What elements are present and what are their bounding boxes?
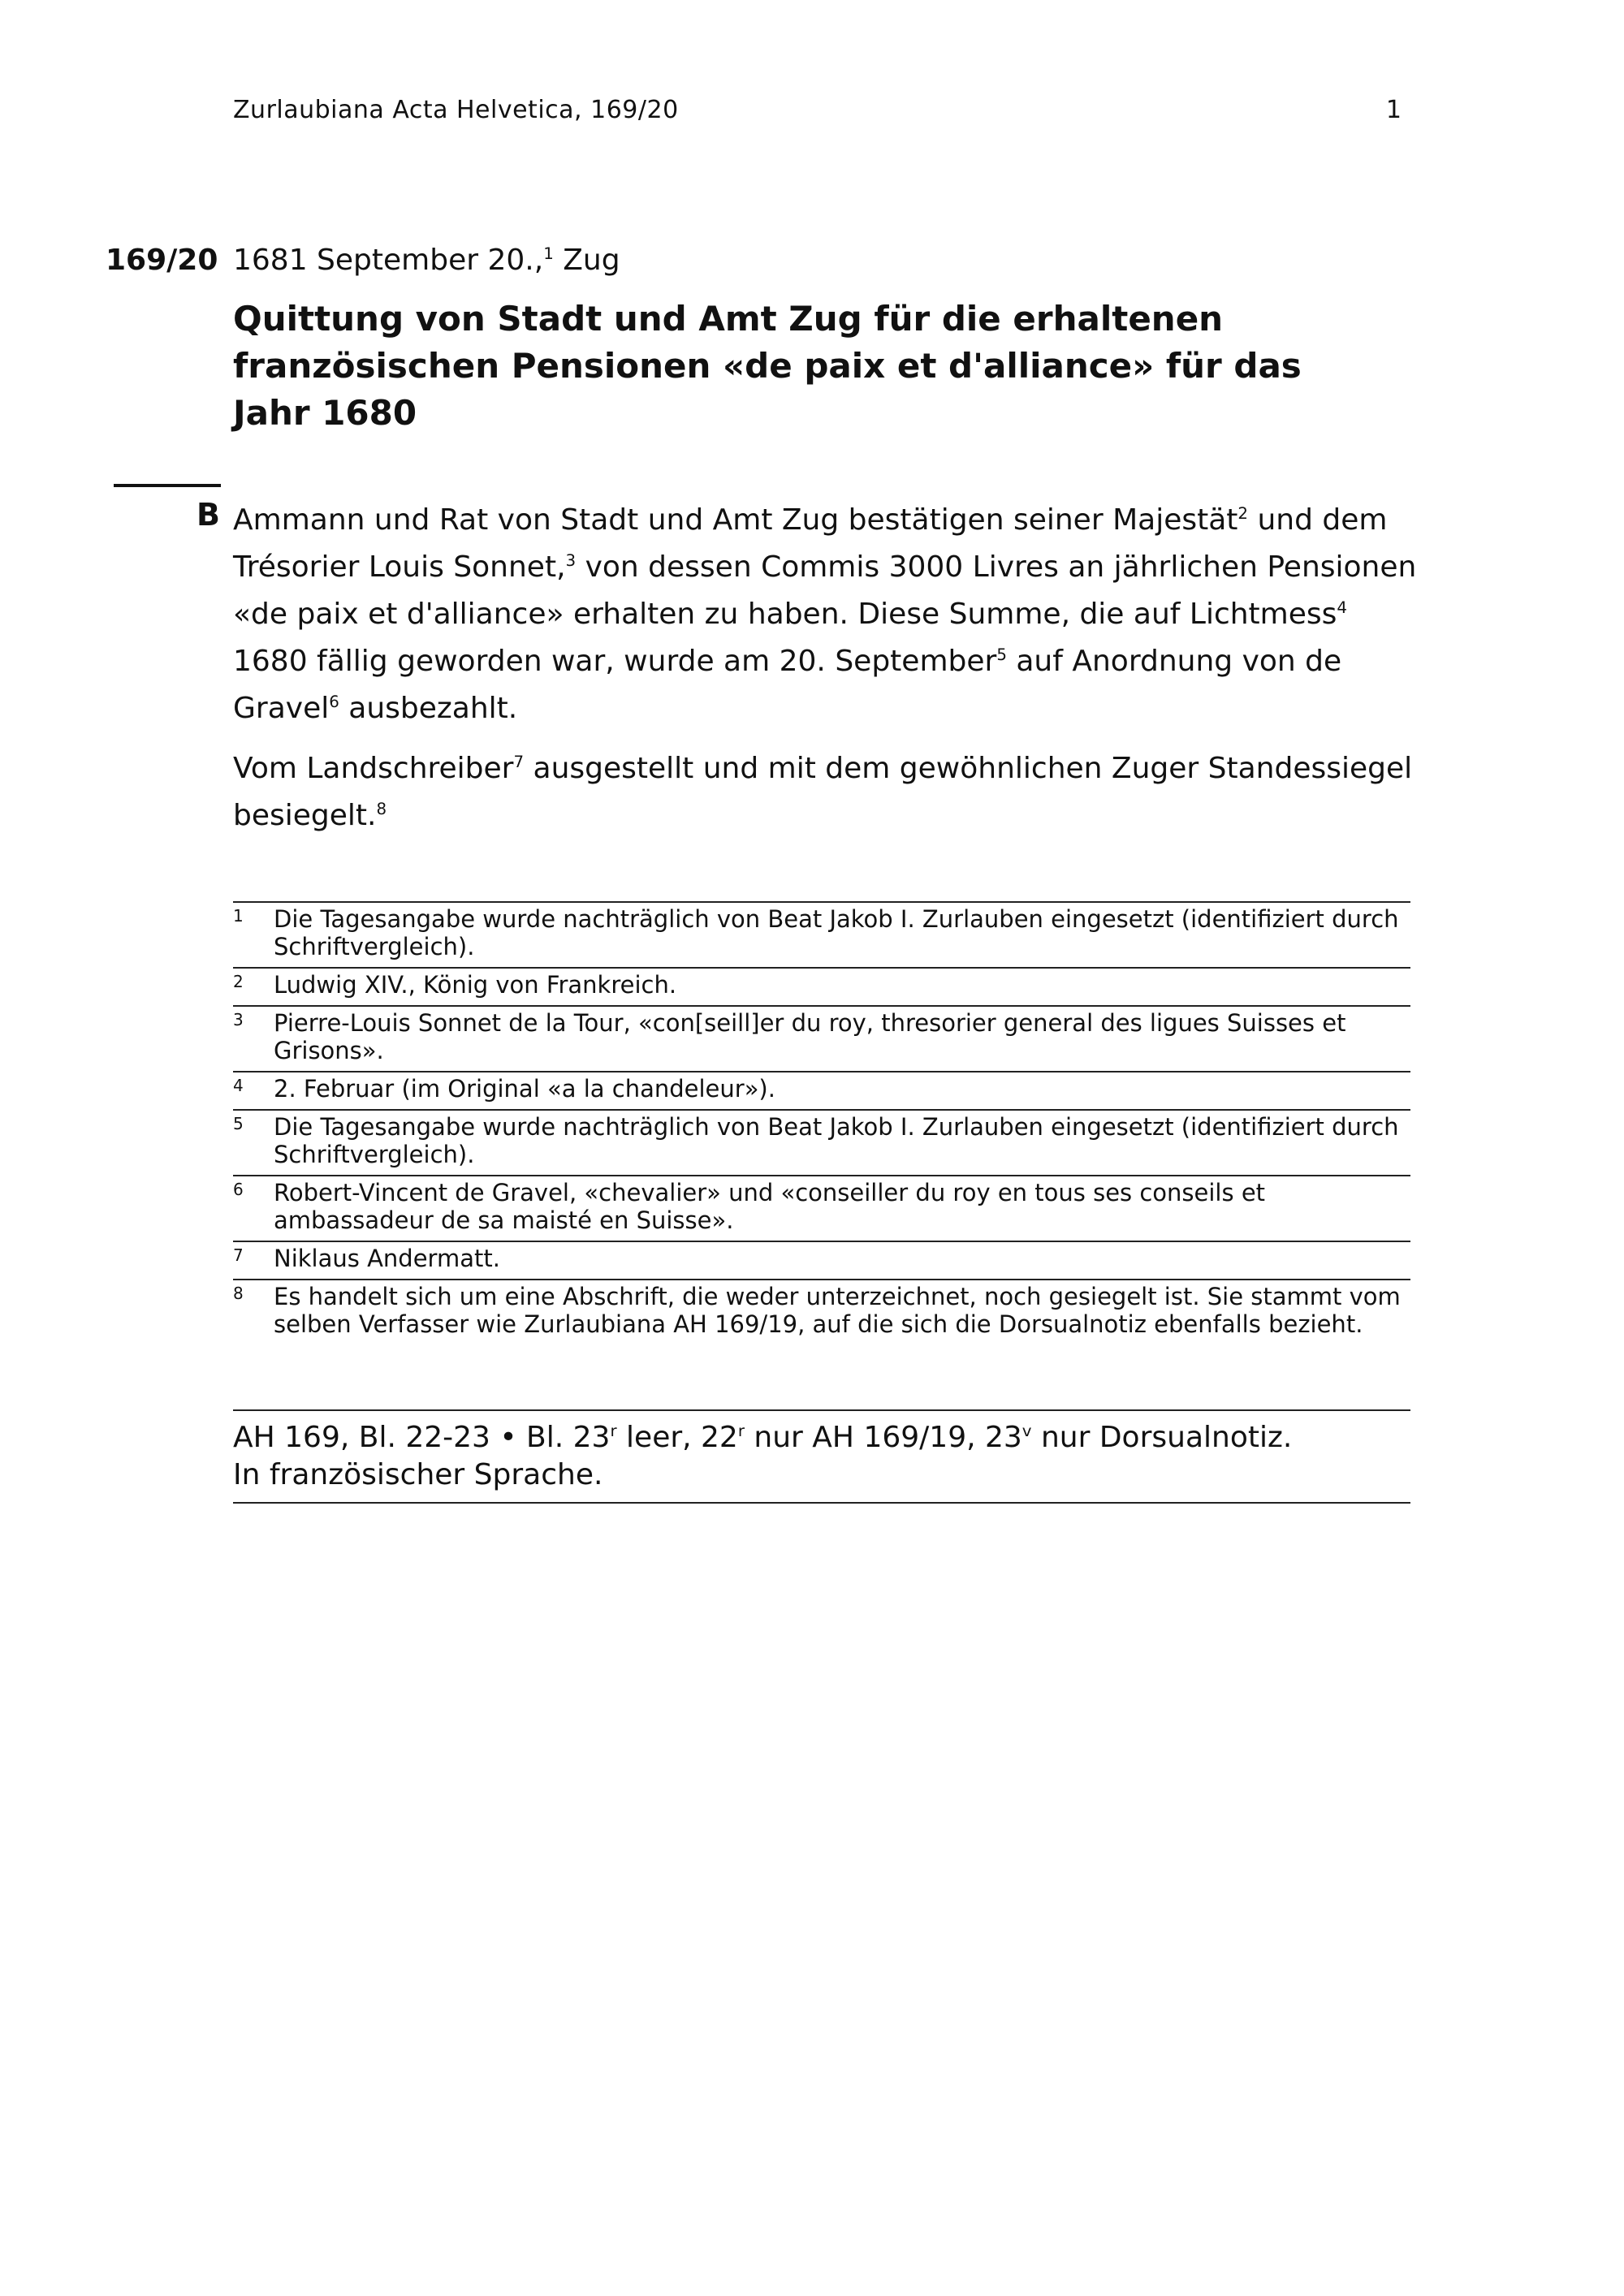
source-text: leer, 22 — [616, 1421, 738, 1454]
footnote — [233, 1241, 1410, 1279]
footnote-number: 7 — [233, 1245, 244, 1265]
footnote — [233, 1175, 1410, 1241]
footnote-text: Robert-Vincent de Gravel, «chevalier» und «conseiller du roy en tous ses conseils et ambassadeur de sa maisté en Suisse». — [274, 1179, 1266, 1234]
document-type-mark: B — [197, 497, 220, 533]
footnote-text: 2. Februar (im Original «a la chandeleur»). — [274, 1075, 775, 1103]
document-place: Zug — [563, 244, 620, 277]
footnote-ref[interactable]: 4 — [1337, 598, 1347, 617]
footnote — [233, 1071, 1410, 1109]
document-number: 169/20 — [106, 244, 218, 277]
source-language: In französischer Sprache. — [233, 1458, 603, 1491]
source-text: nur AH 169/19, 23 — [744, 1421, 1022, 1454]
source-text: AH 169, Bl. 22-23 • Bl. 23 — [233, 1421, 611, 1454]
footnote-number: 4 — [233, 1076, 244, 1095]
footnote-number: 5 — [233, 1114, 244, 1133]
footnote-text: Die Tagesangabe wurde nachträglich von Beat Jakob I. Zurlauben eingesetzt (identifiziert durch Schriftvergleich). — [274, 1113, 1399, 1168]
folio-side: r — [610, 1422, 617, 1440]
footnote-text: Niklaus Andermatt. — [274, 1245, 500, 1272]
footnote-text: Pierre-Louis Sonnet de la Tour, «con[seill]er du roy, thresorier general des ligues Suisses et Grisons». — [274, 1009, 1346, 1064]
running-header: Zurlaubiana Acta Helvetica, 169/20 — [233, 96, 679, 124]
footnote-number: 8 — [233, 1284, 244, 1303]
document-title: Quittung von Stadt und Amt Zug für die erhaltenen französischen Pensionen «de paix et d'alliance» für das Jahr 1680 — [233, 299, 1302, 433]
page-number: 1 — [1385, 96, 1402, 124]
margin-rule — [114, 484, 221, 487]
summary-text: ausgestellt und mit dem gewöhnlichen Zuger Standessiegel besiegelt. — [233, 752, 1413, 832]
summary-text: Ammann und Rat von Stadt und Amt Zug bestätigen seiner Majestät — [233, 503, 1238, 537]
footnote-text: Es handelt sich um eine Abschrift, die weder unterzeichnet, noch gesiegelt ist. Sie stammt vom selben Verfasser wie Zurlaubiana AH 169/19, auf die sich die Dorsualnotiz ebenfalls bezieht. — [274, 1283, 1401, 1338]
footnote — [233, 1109, 1410, 1175]
source-line — [233, 1419, 1410, 1457]
footnote-text: Ludwig XIV., König von Frankreich. — [274, 971, 677, 999]
footnote-ref[interactable]: 7 — [513, 753, 525, 771]
footnote-ref[interactable]: 3 — [565, 551, 577, 570]
document-date-line — [233, 244, 620, 277]
footnote — [233, 967, 1410, 1005]
summary-text: und dem Trésorier Louis Sonnet, — [233, 503, 1388, 584]
footnote — [233, 901, 1410, 967]
summary-text: 1680 fällig geworden war, wurde am 20. September — [233, 645, 997, 678]
footnote — [233, 1279, 1410, 1344]
folio-side: v — [1021, 1422, 1032, 1440]
summary-paragraph — [233, 497, 1419, 732]
footnote-ref[interactable]: 5 — [996, 645, 1007, 664]
summary-text: ausbezahlt. — [339, 692, 518, 725]
footnote-ref[interactable]: 1 — [543, 244, 554, 263]
footnote-ref[interactable]: 6 — [329, 693, 339, 711]
source-text: nur Dorsualnotiz. — [1031, 1421, 1293, 1454]
footnote — [233, 1005, 1410, 1071]
document-summary — [233, 497, 1419, 839]
summary-text: Vom Landschreiber — [233, 752, 514, 785]
summary-paragraph — [233, 745, 1419, 839]
footnote-ref[interactable]: 2 — [1237, 504, 1248, 523]
document-date: 1681 September 20., — [233, 244, 544, 277]
footnote-number: 2 — [233, 972, 244, 991]
footnote-ref[interactable]: 8 — [376, 800, 387, 818]
folio-side: r — [737, 1422, 745, 1440]
footnote-number: 6 — [233, 1180, 244, 1199]
source-note — [233, 1409, 1410, 1504]
footnote-number: 3 — [233, 1010, 244, 1029]
summary-text: von dessen Commis 3000 Livres an jährlichen Pensionen «de paix et d'alliance» erhalten zu haben. Diese Summe, die auf Lichtmess — [233, 550, 1417, 631]
footnotes — [233, 901, 1410, 1344]
summary-text: auf Anordnung von de Gravel — [233, 645, 1342, 725]
footnote-text: Die Tagesangabe wurde nachträglich von Beat Jakob I. Zurlauben eingesetzt (identifiziert durch Schriftvergleich). — [274, 905, 1399, 960]
footnote-number: 1 — [233, 906, 244, 926]
